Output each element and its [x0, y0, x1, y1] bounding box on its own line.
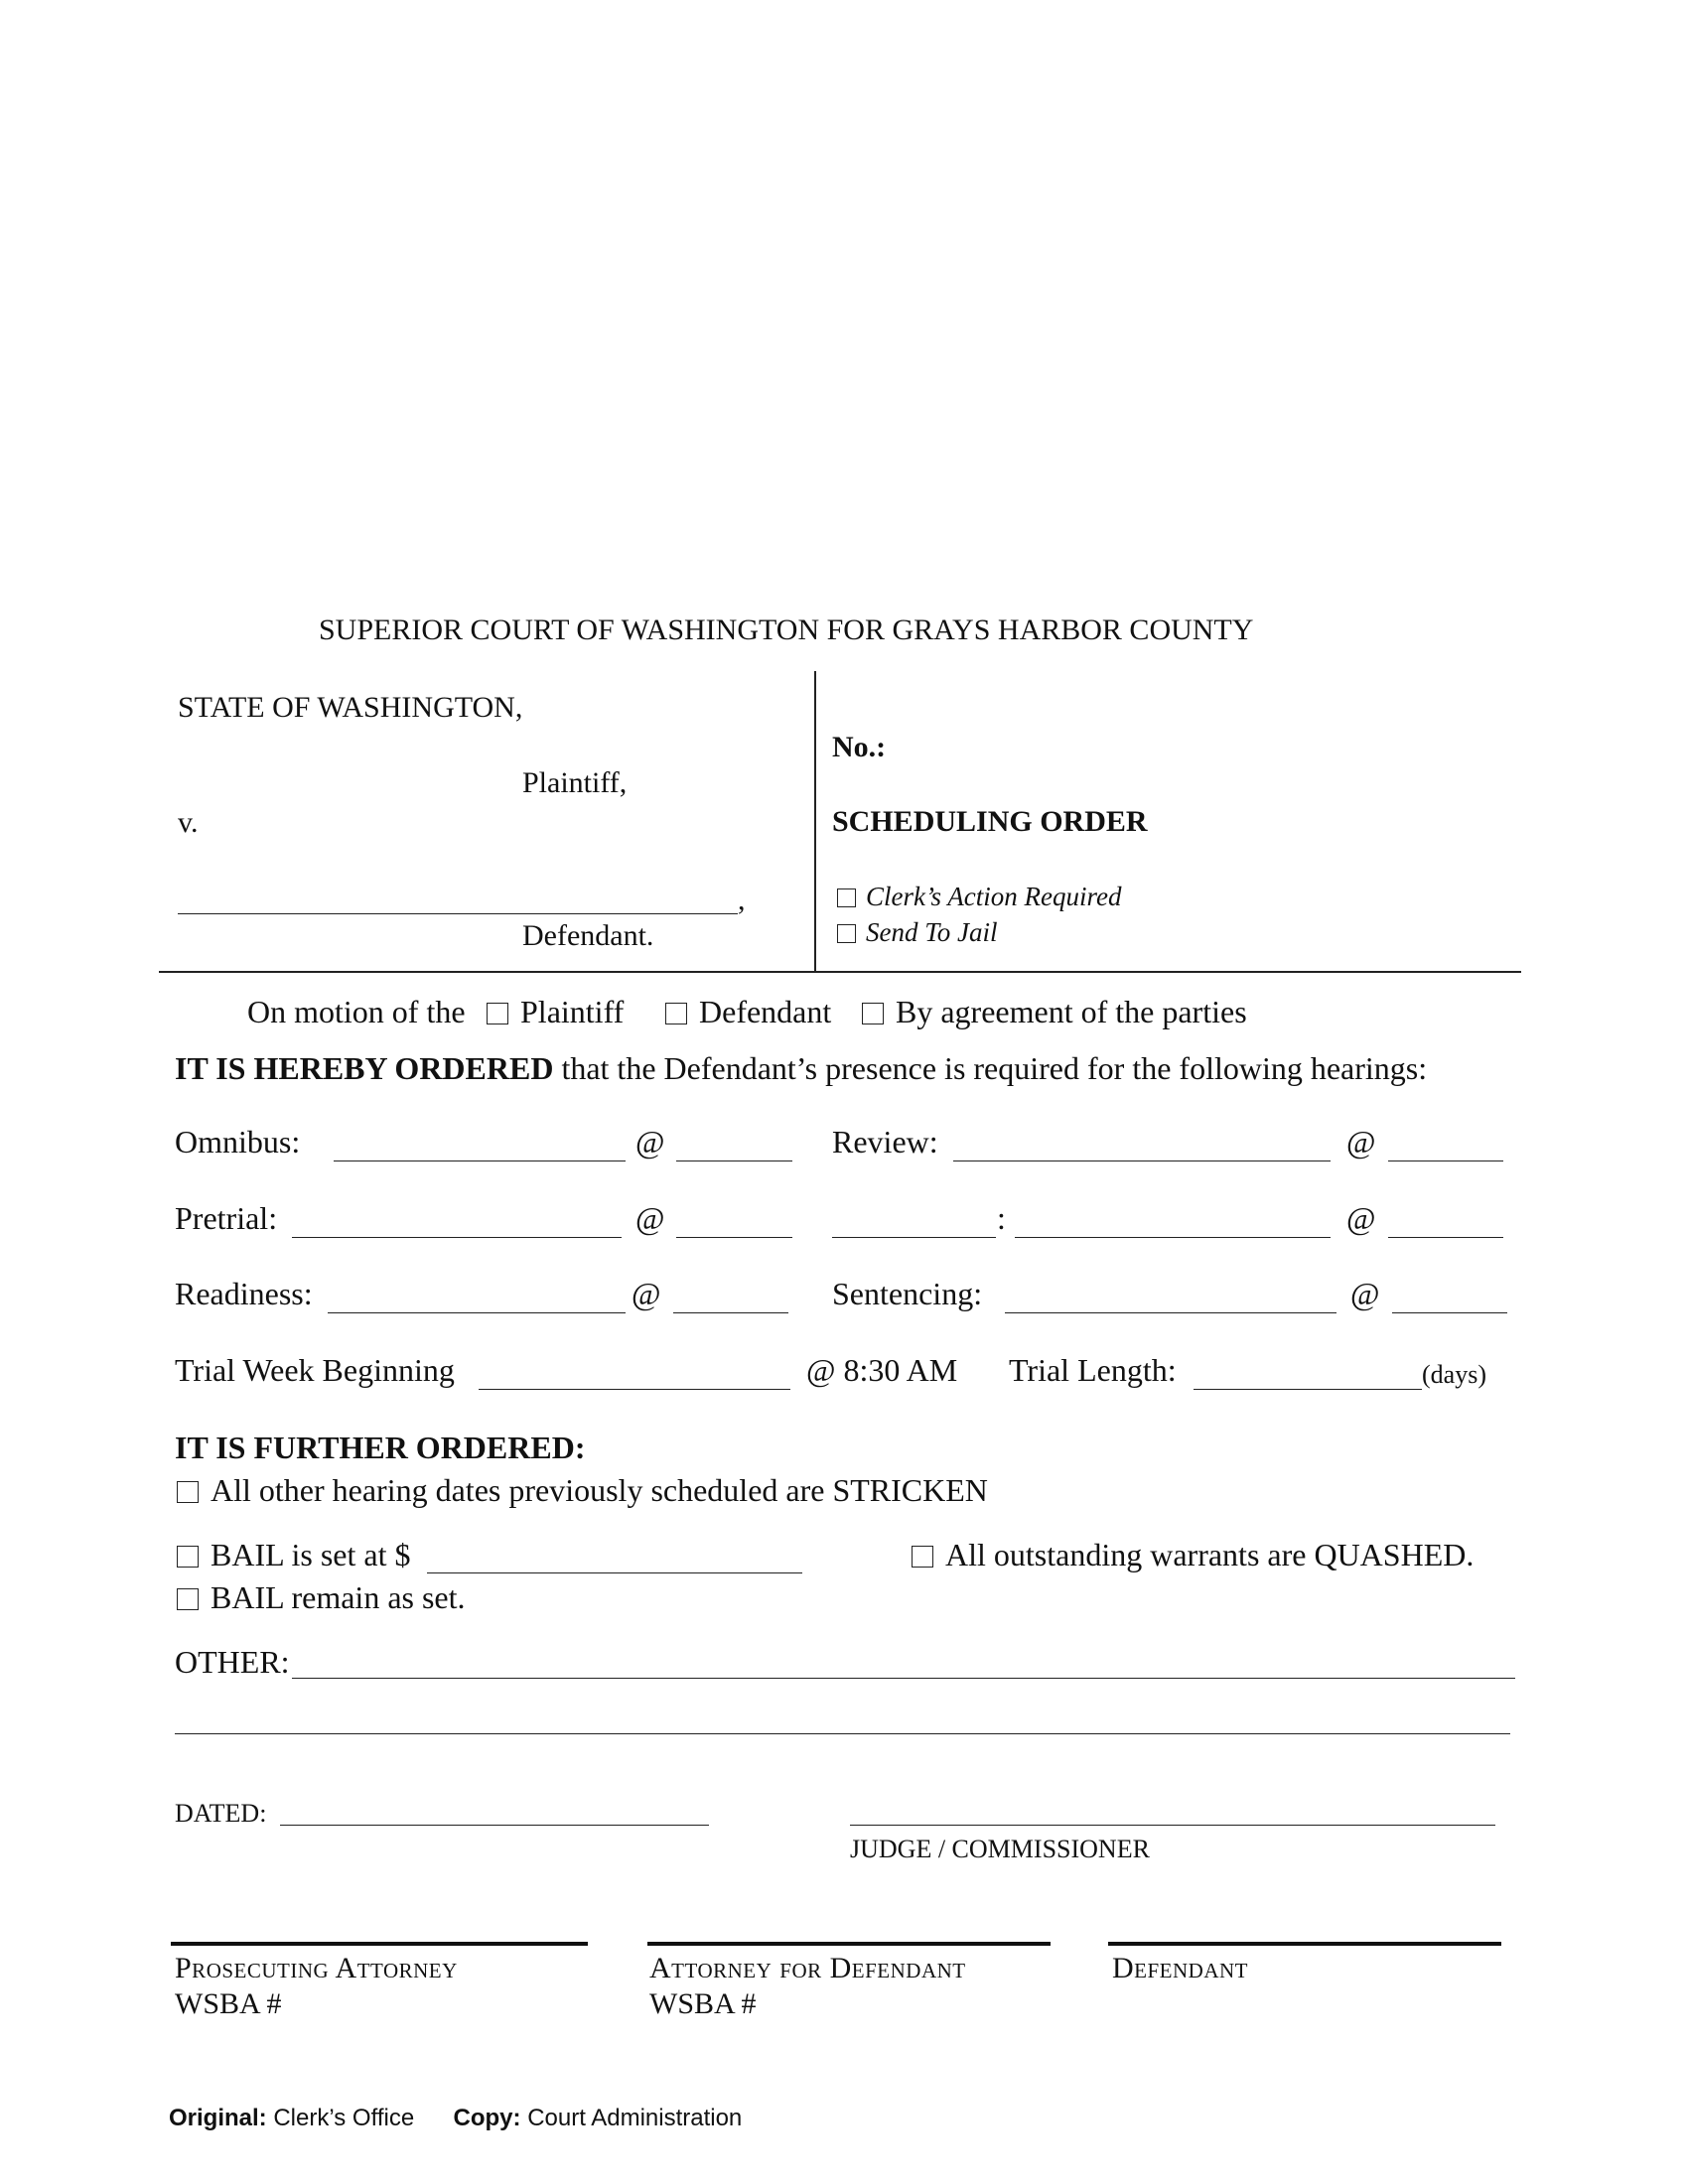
review-time-line[interactable]: [1388, 1160, 1503, 1161]
judge-signature-line[interactable]: [850, 1825, 1495, 1826]
case-number-label: No.:: [832, 731, 887, 763]
omnibus-label: Omnibus:: [175, 1124, 301, 1160]
copy-label: Copy:: [453, 2105, 521, 2131]
defendant-name-line[interactable]: [178, 913, 738, 914]
send-to-jail-checkbox[interactable]: [837, 924, 856, 943]
defendant-comma: ,: [738, 884, 746, 916]
review-label: Review:: [832, 1124, 938, 1160]
motion-defendant-label: Defendant: [699, 994, 832, 1029]
motion-agreement-checkbox[interactable]: [862, 1003, 884, 1024]
custom-hearing-time-line[interactable]: [1388, 1237, 1503, 1238]
defendant-role: Defendant.: [522, 919, 654, 952]
defense-label: Attorney for Defendant: [649, 1952, 966, 1984]
prosecutor-wsba: WSBA #: [175, 1987, 282, 2020]
defendant-signature-label: Defendant: [1112, 1952, 1248, 1984]
clerk-action-label: Clerk’s Action Required: [866, 882, 1122, 911]
trial-length-line[interactable]: [1194, 1389, 1422, 1390]
court-title: SUPERIOR COURT OF WASHINGTON FOR GRAYS HARBOR COUNTY: [319, 614, 1254, 646]
quashed-option[interactable]: [912, 1537, 1474, 1573]
other-line-2[interactable]: [175, 1733, 1510, 1734]
readiness-date-line[interactable]: [328, 1312, 626, 1313]
trial-time: @ 8:30 AM: [806, 1352, 958, 1388]
review-at: @: [1346, 1124, 1376, 1160]
pretrial-label: Pretrial:: [175, 1200, 278, 1236]
prosecutor-signature-line[interactable]: [171, 1942, 588, 1946]
stricken-label: All other hearing dates previously scheduled are STRICKEN: [211, 1472, 988, 1508]
caption-bottom-rule: [159, 971, 1521, 973]
omnibus-date-line[interactable]: [334, 1160, 626, 1161]
other-label: OTHER:: [175, 1644, 290, 1680]
caption-divider: [814, 671, 816, 971]
copy-value: Court Administration: [527, 2105, 743, 2131]
trial-week-label: Trial Week Beginning: [175, 1352, 455, 1388]
motion-plaintiff-checkbox[interactable]: [487, 1003, 508, 1024]
stricken-checkbox[interactable]: [177, 1481, 199, 1503]
trial-length-label: Trial Length:: [1009, 1352, 1177, 1388]
omnibus-time-line[interactable]: [676, 1160, 792, 1161]
sentencing-time-line[interactable]: [1392, 1312, 1507, 1313]
ordered-statement: [175, 1050, 1427, 1087]
defense-wsba: WSBA #: [649, 1987, 757, 2020]
readiness-label: Readiness:: [175, 1276, 313, 1311]
prosecutor-label: Prosecuting Attorney: [175, 1952, 458, 1984]
pretrial-date-line[interactable]: [292, 1237, 622, 1238]
readiness-at: @: [632, 1276, 661, 1311]
ordered-rest: that the Defendant’s presence is required for the following hearings:: [561, 1050, 1428, 1086]
bail-set-label: BAIL is set at $: [211, 1537, 411, 1572]
other-line-1[interactable]: [292, 1678, 1515, 1679]
motion-agreement-label: By agreement of the parties: [896, 994, 1247, 1029]
judge-label: JUDGE / COMMISSIONER: [850, 1835, 1150, 1863]
custom-hearing-date-line[interactable]: [1015, 1237, 1331, 1238]
bail-remain-checkbox[interactable]: [177, 1588, 199, 1610]
bail-amount-line[interactable]: [427, 1572, 802, 1573]
custom-hearing-name-line[interactable]: [832, 1237, 996, 1238]
order-title: SCHEDULING ORDER: [832, 805, 1148, 838]
motion-prefix: On motion of the: [247, 994, 466, 1029]
distribution-footer: [169, 2105, 742, 2132]
quashed-checkbox[interactable]: [912, 1546, 933, 1568]
custom-hearing-colon: :: [997, 1200, 1006, 1236]
motion-plaintiff-label: Plaintiff: [520, 994, 625, 1029]
plaintiff-role: Plaintiff,: [522, 766, 628, 799]
defense-signature-line[interactable]: [647, 1942, 1051, 1946]
plaintiff-name: STATE OF WASHINGTON,: [178, 691, 523, 724]
trial-length-days: (days): [1422, 1360, 1486, 1389]
defendant-signature-line[interactable]: [1108, 1942, 1501, 1946]
original-value: Clerk’s Office: [273, 2105, 415, 2131]
pretrial-at: @: [635, 1200, 665, 1236]
send-to-jail-label: Send To Jail: [866, 917, 998, 947]
versus: v.: [178, 806, 199, 839]
bail-remain-label: BAIL remain as set.: [211, 1579, 466, 1615]
ordered-bold: IT IS HEREBY ORDERED: [175, 1050, 554, 1086]
bail-set-checkbox[interactable]: [177, 1546, 199, 1568]
motion-defendant-option[interactable]: [665, 994, 831, 1030]
bail-set-option[interactable]: [177, 1537, 410, 1573]
further-ordered-heading: IT IS FURTHER ORDERED:: [175, 1430, 586, 1465]
readiness-time-line[interactable]: [673, 1312, 788, 1313]
sentencing-at: @: [1350, 1276, 1380, 1311]
dated-line[interactable]: [280, 1825, 709, 1826]
motion-defendant-checkbox[interactable]: [665, 1003, 687, 1024]
trial-week-date-line[interactable]: [479, 1389, 790, 1390]
clerk-action-option[interactable]: [837, 882, 1121, 912]
motion-plaintiff-option[interactable]: [487, 994, 624, 1030]
bail-remain-option[interactable]: [177, 1579, 466, 1616]
custom-hearing-at: @: [1346, 1200, 1376, 1236]
clerk-action-checkbox[interactable]: [837, 888, 856, 907]
sentencing-date-line[interactable]: [1005, 1312, 1336, 1313]
dated-label: DATED:: [175, 1799, 267, 1828]
stricken-option[interactable]: [177, 1472, 988, 1509]
motion-agreement-option[interactable]: [862, 994, 1247, 1030]
send-to-jail-option[interactable]: [837, 917, 998, 948]
omnibus-at: @: [635, 1124, 665, 1160]
sentencing-label: Sentencing:: [832, 1276, 983, 1311]
quashed-label: All outstanding warrants are QUASHED.: [945, 1537, 1475, 1572]
original-label: Original:: [169, 2105, 267, 2131]
review-date-line[interactable]: [953, 1160, 1331, 1161]
pretrial-time-line[interactable]: [676, 1237, 792, 1238]
